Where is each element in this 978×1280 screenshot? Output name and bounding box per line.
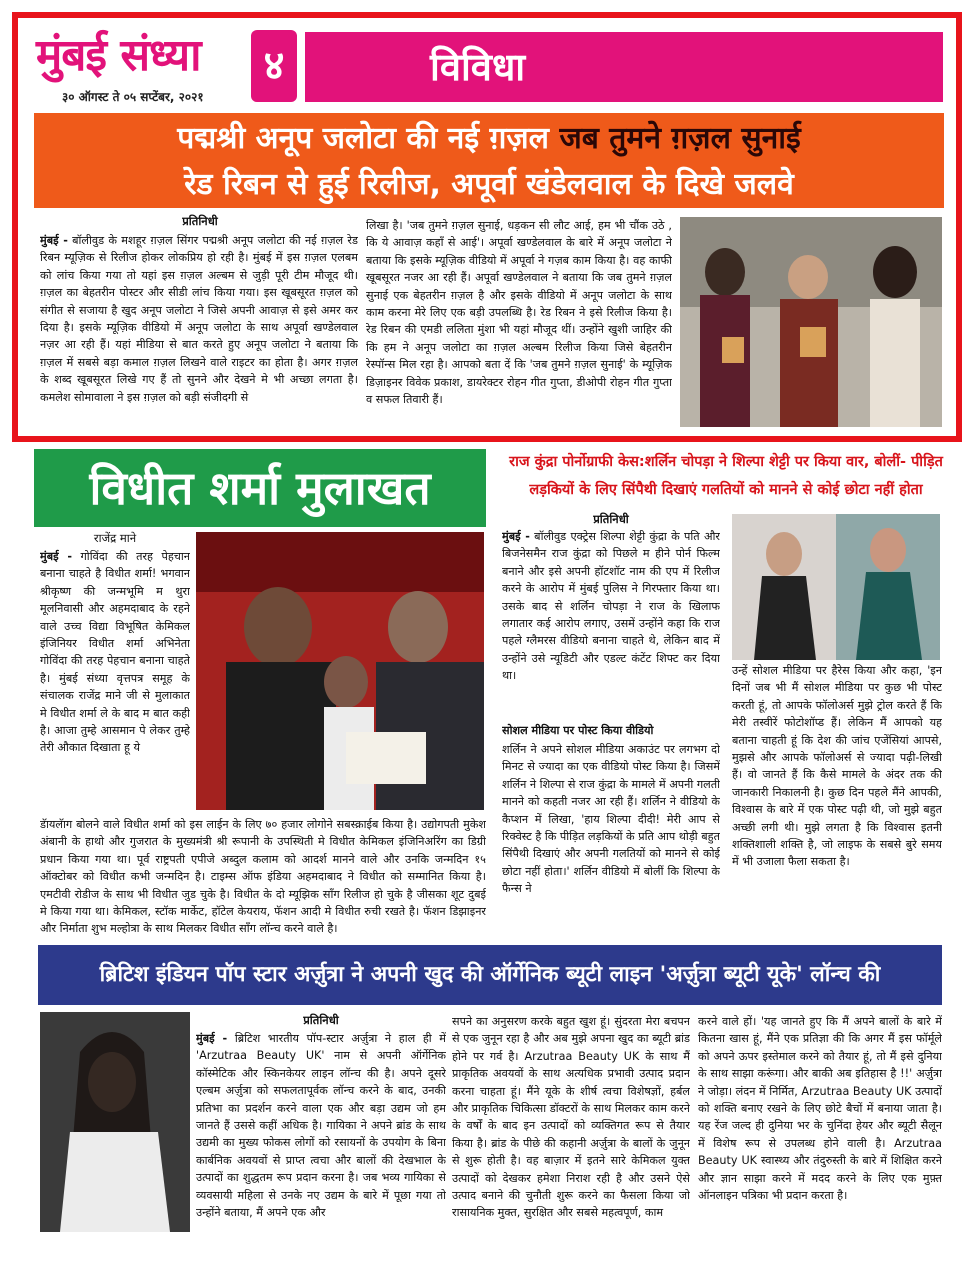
actress-photos: [732, 514, 940, 660]
story1-headline-part1: पद्मश्री अनूप जलोटा की नई ग़ज़ल: [177, 121, 560, 156]
story2-headline: विधीत शर्मा मुलाखत: [34, 449, 486, 527]
singer-portrait: [40, 1012, 190, 1232]
story1-headline-line2: रेड रिबन से हुई रिलीज, अपूर्वा खंडेलवाल के दिखे जलवे: [184, 167, 794, 202]
award-ceremony-photo: [196, 532, 484, 810]
story4-column-2: सपने का अनुसरण करके बहुत खुश हूं। सुंदरता मेरा बचपन से एक जुनून रहा है और अब मुझे अपना खुद का ब्यूटी ब्रांड होने पर गर्व है। Arzutraa Beauty UK के साथ मैं प्राकृतिक अवयवों के साथ अत्यधिक प्रभावी उत्पाद प्रदान करना चाहता हूं। मैंने यूके के शीर्ष त्वचा विशेषज्ञों, हर्बल और प्राकृतिक चिकित्सा डॉक्टरों के साथ मिलकर काम करने के वर्षों के बाद इन उत्पादों को व्यक्तिगत रूप से तैयार किया है। ब्रांड के पीछे की कहानी अर्ज़ुत्रा के बालों के जुनून से शुरू होती है। वह बाज़ार में इतने सारे केमिकल युक्त उत्पादों को देखकर हमेशा निराश रही है और उसने ऐसे उत्पाद बनाने की चुनौती शुरू करने का फैसला किया जो रासायनिक मुक्त, सुरक्षित और सबसे महत्वपूर्ण, काम: [452, 1015, 690, 1220]
dateline: मुंबई -: [40, 234, 68, 247]
story4-photo: [40, 1012, 190, 1232]
story3-column-2: उन्हें सोशल मीडिया पर हैरेस किया और कहा, 'इन दिनों जब भी मैं सोशल मीडिया पर कुछ भी पोस्ट करती हूं, तो आपके फॉलोअर्स मुझे ट्रोल करते हैं कि मेरी तस्वीरें फोटोशॉप्ड हैं। लेकिन मैं आपको यह बताना चाहती हूं कि देश की जांच एजेंसियां आपसे, मुझसे और आपके फॉलोअर्स से ज्यादा पढ़ी-लिखी हैं। वो जानते हैं कि कैसे मामले के अंदर तक की जानकारी निकालनी है। कुछ दिन पहले मैंने आपकी, विश्वास के बारे में एक पोस्ट पढ़ी थी, जो मुझे बहुत अच्छी लगी थी। मुझे लगता है कि विश्वास इतनी शक्तिशाली शक्ति है, जो लाइफ के सबसे बुरे समय में भी उजाला फैला सकता है।: [732, 664, 942, 869]
story3-photo: [732, 514, 940, 660]
story1-column-1: [40, 232, 358, 428]
story1-text-1: बॉलीवुड के मशहूर ग़ज़ल सिंगर पद्मश्री अनूप जलोटा की नई ग़ज़ल रेड रिबन म्यूज़िक से रिलीज होकर लोकप्रिय हो रही है। मुंबई में इस ग़ज़ल एलबम को लांच किया गया तो यहां इस ग़ज़ल अल्बम से जुड़ी पूरी टीम मौजूद थी। ग़ज़ल का बेहतरीन पोस्टर और सीडी लांच किया गया। इस खूबसूरत ग़ज़ल को संगीत से सजाया है खुद अनूप जलोटा ने जिसे अपनी आवाज़ से इसे अमर कर दिया है। इसके म्यूज़िक वीडियो में अनूप जलोटा के साथ अपूर्वा खण्डेलवाल नज़र आ रही हैं। यहां मीडिया से बात करते हुए अनूप जलोटा ने बताया कि ग़ज़ल में सबसे बड़ा कमाल ग़ज़ल लिखने वाले राइटर का होता है। अगर ग़ज़ल के शब्द खूबसूरत लिखे गए हैं तो सुनने और देखने मे भी अच्छा लगता है। कमलेश सोमावाला ने इस ग़ज़ल को बड़ी संजीदगी से: [40, 234, 358, 404]
story1-photo: [680, 217, 942, 427]
story2-column-narrow: [40, 548, 190, 812]
story4-text-1: ब्रिटिश भारतीय पॉप-स्टार अर्ज़ुत्रा ने हाल ही में 'Arzutraa Beauty UK' नाम से अपनी ऑर्गेनिक कॉस्मेटिक और स्किनकेयर लाइन लॉन्च की है। अपने दूसरे एल्बम अर्ज़ुत्रा को सफलतापूर्वक लॉन्च करने के बाद, उनकी प्रतिभा का प्रदर्शन करने वाला एक और बड़ा उद्यम जो हम जानते हैं उससे कहीं अधिक है। गायिका ने अपने ब्रांड के साथ उद्यमी का मुख्य फोकस लोगों को रसायनों के उपयोग के बिना कार्बनिक अवयवों से प्राप्त त्वचा और बालों की देखभाल के उत्पादों का शुद्धतम रूप प्रदान करना है। जब भव्य गायिका से व्यवसायी महिला से उनके नए उद्यम के बारे में पूछा गया तो उन्होंने बताया, मैं अपने एक और: [196, 1032, 446, 1220]
story2-column-wide: डॅायलॅाग बोलने वाले विधीत शर्मा को इस लाईन के लिए ७० हजार लोगोने सबस्क्राईब किया है। उद्योगपती मुकेश अंबानी के हाथो और गुजरात के मुख्यमंत्री श्री रूपानी के उपस्थिती मे विधीत केमिकल इंजिनिअरिंग का डिग्री प्रधान किया गया था। पूर्व राष्ट्रपती एपीजे अब्दुल कलाम को आदर्श मानने वाले और उनकि जन्मदिन १५ ऑक्टोबर को विधीत कभी जन्मदिन है। टाइम्स ऑफ इंडिया अहमदाबाद ने विधीत को सम्मानित किया है। एमटीवी रोडीज के साथ भी विधीत जुड चुके है। विधीत के दो म्यूझिक सॉंग रिलीज हो चुके है जीसका शूट दुबई मे किया गया था। केमिकल, स्टॉक मार्केट, हॉटेल केयराय, फॅशन आदी मे विधीत रुची रखते है। फॅशन डिझाइनर और निर्माता शुभ मल्होत्रा के साथ मिलकर विधीत सॉंग लॉन्च करने वाले है।: [40, 818, 486, 936]
story3-text-1: बॉलीवुड एक्ट्रेस शिल्पा शेट्टी कुंद्रा के पति और बिजनेसमैन राज कुंद्रा को पिछले म हीने पोर्न फिल्म बनाने और इसे अपनी हॉटशॉट नाम की एप में रिलीज करने के आरोप में मुंबई पुलिस ने गिरफ्तार किया था। उसके बाद से शर्लिन चोपड़ा ने राज के खिलाफ लगातार कई आरोप लगाए, उसमें उन्होंने कहा कि राज पहले ग्लैमरस वीडियो बनाना चाहते थे, लेकिन बाद में उन्होंने उसे न्यूडिटी और एडल्ट कंटेंट शिफ्ट कर दिया था।: [502, 530, 720, 683]
dateline: मुंबई -: [502, 530, 530, 543]
story2-text-1: गोविंदा की तरह पेहचान बनाना चाहते है विधीत शर्मा! भगवान श्रीकृष्ण की जन्मभूमि म थुरा मूलनिवासी और अहमदाबाद के रहने वाले उच्च विद्या विभूषित केमिकल इंजिनियर विधीत शर्मा अभिनेता गोविंदा की तरह पेहचान बनाना चाहते है। मुंबई संध्या वृत्तपत्र समूह के संचालक राजेंद्र माने जी से मुलाकात मे विधीत शर्मा ले के बाद म बात कही है। आजा तुम्हे आसमान पे लेकर तुम्हे तेरी औकात दिखाता हू ये: [40, 550, 190, 755]
story3-column-1b: शर्लिन ने अपने सोशल मीडिया अकाउंट पर लगभग दो मिनट से ज्यादा का एक वीडियो पोस्ट किया है। जिसमें शर्लिन ने शिल्पा से राज कुंद्रा के मामले में अपनी गलती मानने को कहती नजर आ रही हैं। शर्लिन ने वीडियो के कैप्शन में लिखा, 'हाय शिल्पा दीदी! मेरी आप से रिक्वेस्ट है कि पीड़ित लड़कियों के प्रति आप थोड़ी बहुत सिंपैथी दिखाएं और अपनी गलतियों को मानने से कोई छोटा नहीं होता।' शर्लिन वीडियो में बोलीं कि शिल्पा के फैन्स ने: [502, 743, 720, 896]
story1-headline-line1: [34, 116, 944, 162]
story4-byline: प्रतिनिधी: [303, 1013, 339, 1027]
story3-byline: प्रतिनिधी: [593, 512, 629, 526]
issue-date: ३० ऑगस्ट ते ०५ सप्टेंबर, २०२१: [62, 90, 204, 104]
story3-headline-line2: लड़कियों के लिए सिंपैथी दिखाएं गलतियों को मानने से कोई छोटा नहीं होता: [529, 482, 923, 498]
story4-column-1: [196, 1030, 446, 1230]
story1-headline-part2: जब तुमने ग़ज़ल सुनाई: [559, 121, 801, 156]
launch-event-photo: [680, 217, 942, 427]
story3-subhead: सोशल मीडिया पर पोस्ट किया वीडियो: [502, 724, 654, 737]
story4-headline: ब्रिटिश इंडियन पॉप स्टार अर्ज़ुत्रा ने अपनी खुद की ऑर्गेनिक ब्यूटी लाइन 'अर्ज़ुत्रा ब्यूटी यूके' लॉन्च की: [38, 945, 942, 1005]
masthead-logo: मुंबई संध्या: [36, 30, 201, 81]
story1-byline: प्रतिनिधी: [182, 214, 218, 228]
story1-column-2: लिखा है। 'जब तुमने ग़ज़ल सुनाई, धड़कन सी लौट आई, हम भी चौंक उठे , कि ये आवाज़ कहाँ से आई'। अपूर्वा खण्डेलवाल के बारे में अनूप जलोटा ने बताया कि इसके म्यूज़िक वीडियो में अपूर्वा ने गज़ब काम किया है। वह काफी खूबसूरत नजर आ रही हैं। अपूर्वा खण्डेलवाल ने बताया कि जब तुमने ग़ज़ल सुनाई एक बेहतरीन ग़ज़ल है और इसके वीडियो में अनूप जलोटा के साथ काम करना मेरे लिए एक बड़ी उपलब्धि है। रेड रिबन ने इसे रिलीज किया है। रेड रिबन की एमडी ललिता मुंशा भी यहां मौजूद थीं। उन्होंने खुशी जाहिर की कि हम ने अनूप जलोटा का ग़ज़ल अल्बम रिलीज किया जिसे बेहतरीन रेस्पॉन्स मिल रहा है। आपको बता दें कि 'जब तुमने ग़ज़ल सुनाई' के म्यूज़िक डिज़ाइनर विवेक प्रकाश, डायरेक्टर रोहन गीत गुप्ता, डीओपी रोहन गीत गुप्ता व सफल तिवारी हैं।: [366, 219, 672, 407]
story2-byline: राजेंद्र माने: [93, 531, 137, 545]
page-number: ४: [251, 30, 297, 102]
story3-column-1a: [502, 528, 720, 719]
story4-column-3: करने वाले हों। 'यह जानते हुए कि मैं अपने बालों के बारे में कितना खास हूं, मैंने एक प्रतिज्ञा की कि अगर मैं इस फॉर्मूले को अपने ऊपर इस्तेमाल करने को तैयार हूं, तो मैं इसे दुनिया के साथ साझा करूंगा। और बाकी अब इतिहास है !!' अर्ज़ुत्रा ने जोड़ा। लंदन में निर्मित, Arzutraa Beauty UK उत्पादों को शक्ति बनाए रखने के लिए छोटे बैचों में बनाया जाता है। यह रेंज जल्द ही दुनिया भर के चुनिंदा हेयर और ब्यूटी सैलून में विशेष रूप से उपलब्ध होने वाली है। Arzutraa Beauty UK स्वास्थ्य और तंदुरुस्ती के बारे में शिक्षित करने और ज्ञान साझा करने में मदद करने के लिए एक मुफ़्त ऑनलाइन पत्रिका भी प्रदान करता है।: [698, 1015, 942, 1203]
story3-headline: [496, 448, 956, 508]
story2-photo: [196, 532, 484, 810]
section-title: विविधा: [430, 45, 526, 89]
dateline: मुंबई -: [196, 1032, 228, 1045]
story3-headline-line1: राज कुंद्रा पोर्नोग्राफी केस:शर्लिन चोपड़ा ने शिल्पा शेट्टी पर किया वार, बोलीं- पीड़ित: [509, 454, 943, 470]
dateline: मुंबई -: [40, 550, 73, 563]
